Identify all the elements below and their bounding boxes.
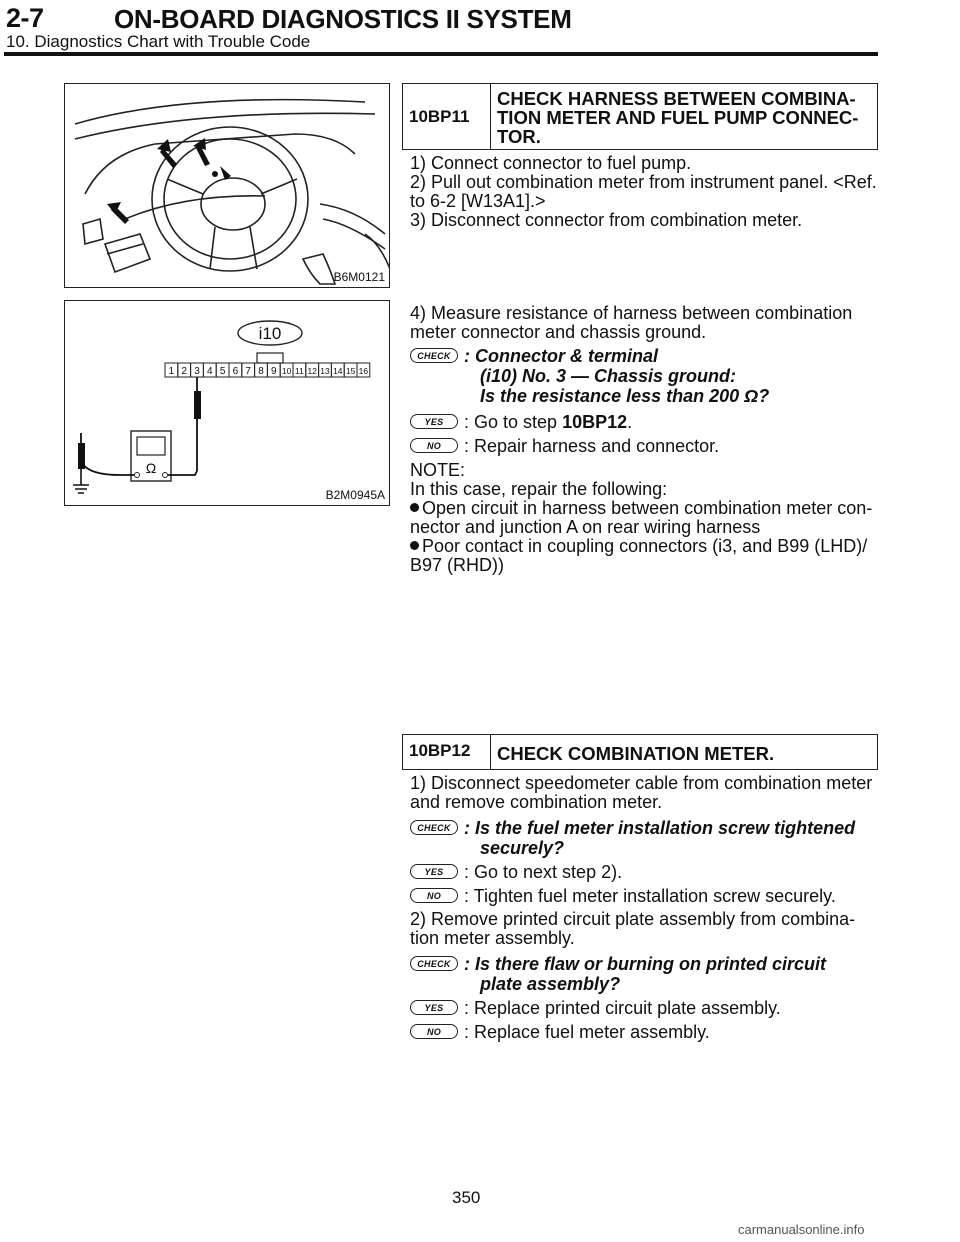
check-badge-icon: CHECK (410, 348, 458, 363)
figure-instrument-panel (64, 83, 390, 288)
step-title: CHECK COMBINATION METER. (497, 743, 775, 764)
connector-pin-label: 4 (207, 366, 213, 377)
section-number: 2-7 (6, 3, 44, 33)
ohm-symbol: Ω (145, 460, 157, 476)
figure-caption: B2M0945A (325, 488, 385, 502)
step-title: CHECK HARNESS BETWEEN COMBINA- TION METER AND FUEL PUMP CONNEC- TOR. (497, 88, 859, 147)
connector-pin-label: 3 (194, 366, 200, 377)
section-subtitle: 10. Diagnostics Chart with Trouble Code (6, 32, 311, 51)
step-10bp12-header (402, 734, 878, 770)
connector-pin-label: 8 (258, 366, 264, 377)
bullet-icon (410, 503, 419, 512)
connector-pin-label: 15 (345, 366, 356, 376)
connector-label: i10 (258, 324, 282, 343)
no-answer: NO : Tighten fuel meter installation screw securely. (410, 886, 836, 906)
no-badge-icon: NO (410, 438, 458, 453)
check-badge-icon: CHECK (410, 820, 458, 835)
connector-pin-label: 13 (320, 366, 330, 376)
step2-instruction-2: 2) Remove printed circuit plate assembly from combina- tion meter assembly. (410, 909, 856, 948)
header-rule (4, 52, 878, 56)
check-badge-icon: CHECK (410, 956, 458, 971)
figure-caption: B6M0121 (333, 270, 385, 284)
connector-pin-label: 6 (232, 366, 239, 377)
no-badge-icon: NO (410, 1024, 458, 1039)
yes-badge-icon: YES (410, 1000, 458, 1015)
step-link: 10BP12 (562, 412, 628, 432)
connector-pin-label: 16 (358, 366, 369, 376)
check-question: CHECK : Is the fuel meter installation screw tightened securely? (410, 818, 855, 858)
yes-answer: YES : Go to step 10BP12. (410, 412, 632, 432)
watermark: carmanualsonline.info (738, 1222, 865, 1237)
check-question: CHECK : Is there flaw or burning on printed circuit plate assembly? (410, 954, 826, 994)
step-10bp11-header (402, 83, 878, 150)
connector-pin-label: 7 (245, 366, 251, 377)
yes-badge-icon: YES (410, 864, 458, 879)
yes-answer: YES : Go to next step 2). (410, 862, 622, 882)
page-number: 350 (452, 1188, 481, 1207)
step1-instructions: 1) Connect connector to fuel pump. 2) Pull out combination meter from instrument panel. <Ref. to 6-2 [W13A1].> 3) Disconnect connector from combination meter. (410, 153, 877, 230)
connector-pin-label: 9 (271, 366, 277, 377)
step-id: 10BP11 (403, 84, 491, 149)
no-answer: NO : Repair harness and connector. (410, 436, 719, 456)
connector-pin-label: 14 (333, 366, 343, 376)
connector-pin-label: 5 (219, 366, 226, 377)
no-answer: NO : Replace fuel meter assembly. (410, 1022, 710, 1042)
connector-pin-label: 10 (281, 366, 292, 376)
step-id: 10BP12 (403, 735, 491, 769)
bullet-icon (410, 541, 419, 550)
connector-pin-label: 12 (307, 366, 317, 376)
note-block: NOTE: In this case, repair the following: Open circuit in harness between combination meter con- nector and junction A on rear wiring harness Poor contact in coupling connectors (i3, and B99 (LHD)/ B97 (RHD)) (410, 460, 873, 575)
step1-measure: 4) Measure resistance of harness between combination meter connector and chassis ground. (410, 303, 853, 342)
figure-connector-diagram (64, 300, 390, 506)
yes-answer: YES : Replace printed circuit plate assembly. (410, 998, 781, 1018)
connector-pin-label: 1 (168, 366, 175, 377)
yes-badge-icon: YES (410, 414, 458, 429)
section-title: ON-BOARD DIAGNOSTICS II SYSTEM (114, 4, 572, 34)
connector-diagram-drawing (65, 301, 390, 506)
connector-pin-label: 11 (294, 366, 304, 376)
no-badge-icon: NO (410, 888, 458, 903)
instrument-panel-drawing (65, 84, 390, 288)
step2-instruction-1: 1) Disconnect speedometer cable from combination meter and remove combination meter. (410, 773, 873, 812)
connector-pin-label: 2 (181, 366, 187, 377)
check-question: CHECK : Connector & terminal (i10) No. 3 — Chassis ground: Is the resistance less than 200 Ω? (410, 346, 769, 406)
